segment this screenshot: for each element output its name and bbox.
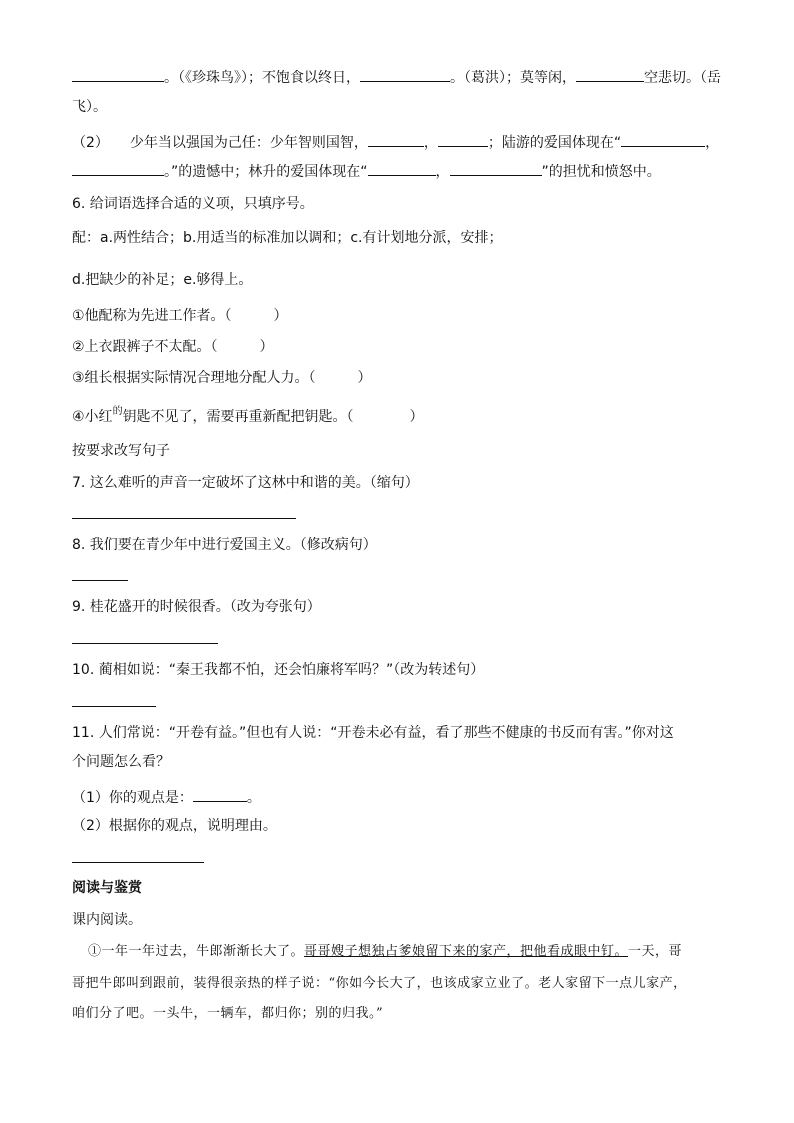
section-rewrite-title: 按要求改写句子 [72, 443, 170, 459]
answer-blank[interactable] [621, 131, 705, 147]
passage-line-2: 哥把牛郎叫到跟前，装得很亲热的样子说：“你如今长大了，也该成家立业了。老人家留下一点儿家产， [72, 976, 687, 991]
answer-blank[interactable] [368, 131, 424, 147]
question-7-answer-line[interactable] [72, 518, 296, 519]
poem-fill-line-2: 飞）。 [72, 99, 107, 115]
answer-blank[interactable] [72, 160, 164, 176]
question-5-2-line-1: （2） 少年当以强国为己任：少年智则国智， ， ；陆游的爱国体现在“ ， [72, 131, 719, 153]
question-9-prompt: 9. 桂花盛开的时候很香。（改为夸张句） [72, 599, 321, 615]
answer-blank[interactable] [438, 131, 488, 147]
question-11-part-2: （2）根据你的观点，说明理由。 [72, 818, 277, 834]
pei-definitions-1: 配：a.两性结合；b.用适当的标准加以调和；c.有计划地分派，安排； [72, 230, 503, 246]
answer-blank[interactable] [72, 66, 164, 82]
answer-blank[interactable] [450, 160, 542, 176]
question-8-prompt: 8. 我们要在青少年中进行爱国主义。（修改病句） [72, 537, 377, 553]
section-reading-title: 阅读与鉴赏 [72, 880, 142, 896]
question-11-prompt-1: 11. 人们常说：“开卷有益。”但也有人说：“开卷未必有益，看了那些不健康的书反而有害。”你对这 [72, 725, 674, 741]
question-6-item-2: ②上衣跟裤子不太配。（ ） [72, 339, 274, 355]
question-5-2-line-2: 。”的遗憾中；林升的爱国体现在“ ， ”的担忧和愤怒中。 [72, 160, 661, 182]
question-9-answer-line[interactable] [72, 643, 218, 644]
question-6-prompt: 6. 给词语选择合适的义项，只填序号。 [72, 196, 314, 212]
question-10-prompt: 10. 蔺相如说：“秦王我都不怕，还会怕廉将军吗？”（改为转述句） [72, 662, 485, 678]
question-10-answer-line[interactable] [72, 706, 156, 707]
pei-definitions-2: d.把缺少的补足；e.够得上。 [72, 272, 253, 288]
question-11-prompt-2: 个问题怎么看？ [72, 754, 170, 770]
poem-fill-line-1: 。（《珍珠鸟》）；不饱食以终日， 。（葛洪）；莫等闲， 空悲切。（岳 [72, 66, 721, 88]
question-6-item-1: ①他配称为先进工作者。（ ） [72, 308, 288, 324]
question-11-part-1: （1）你的观点是： 。 [72, 786, 261, 808]
answer-blank[interactable] [576, 66, 644, 82]
question-6-item-4: ④小红$^的$钥匙不见了，需要再重新配把钥匙。（ ） [72, 406, 424, 425]
answer-blank[interactable] [368, 160, 436, 176]
answer-blank[interactable] [193, 786, 247, 802]
answer-blank[interactable] [360, 66, 450, 82]
question-11-answer-line[interactable] [72, 862, 204, 863]
passage-line-1: ①一年一年过去，牛郎渐渐长大了。哥哥嫂子想独占爹娘留下来的家产，把他看成眼中钉。一天，哥 [88, 944, 683, 959]
passage-line-3: 咱们分了吧。一头牛，一辆车，都归你；别的归我。” [72, 1006, 384, 1021]
question-7-prompt: 7. 这么难听的声音一定破坏了这林中和谐的美。（缩句） [72, 475, 419, 491]
reading-intro: 课内阅读。 [72, 912, 142, 928]
question-8-answer-line[interactable] [72, 580, 128, 581]
question-6-item-3: ③组长根据实际情况合理地分配人力。（ ） [72, 370, 372, 386]
